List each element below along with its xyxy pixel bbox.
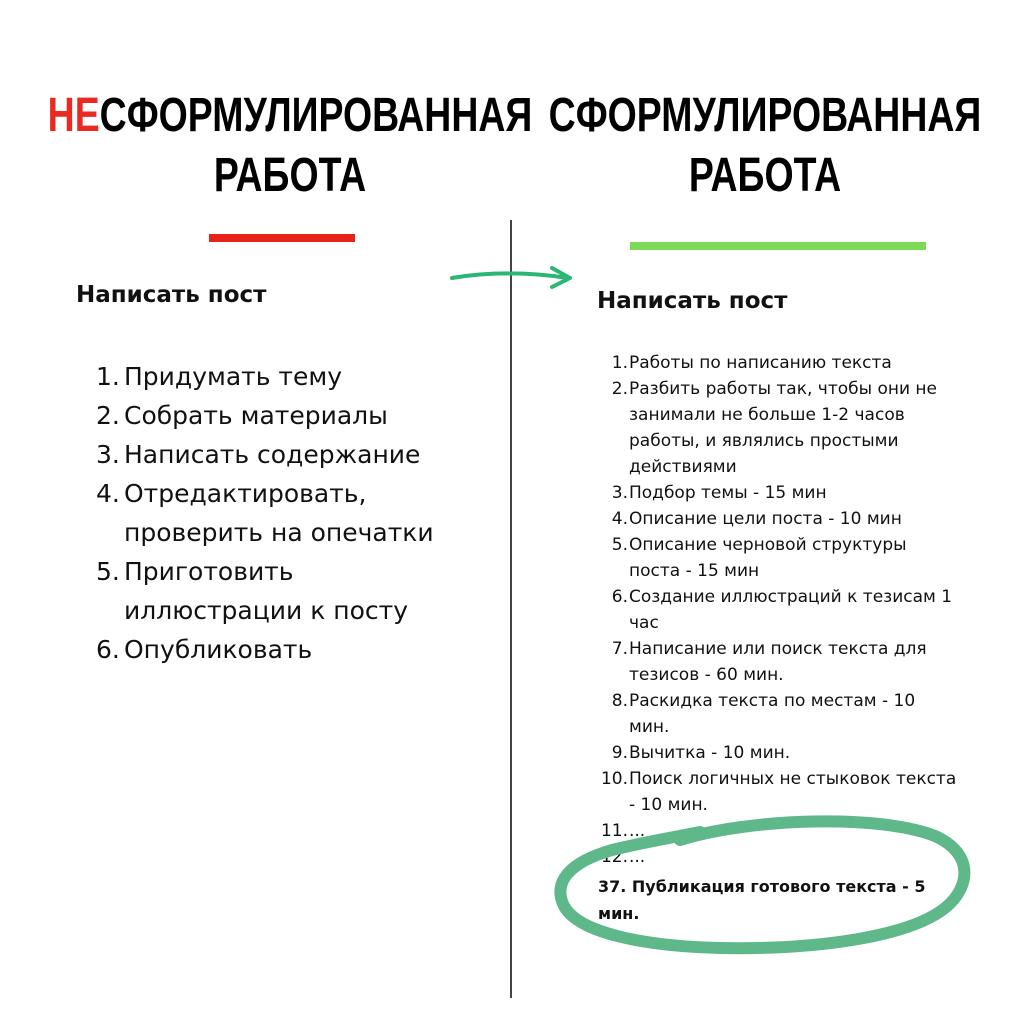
heading-formulated	[484, 86, 1024, 206]
step-number: 4.	[611, 509, 628, 529]
list-item	[598, 584, 958, 636]
step-text: Написание или поиск текста для тезисов - 60 мин.	[629, 639, 927, 685]
step-text: Собрать материалы	[124, 401, 388, 430]
step-number: 11.	[600, 821, 628, 841]
step-text: Приготовить иллюстрации к посту	[124, 557, 408, 625]
step-text: Создание иллюстраций к тезисам 1 час	[629, 587, 953, 633]
step-number: 2.	[96, 401, 120, 430]
step-text: Придумать тему	[124, 362, 343, 391]
step-text: Вычитка - 10 мин.	[629, 743, 791, 763]
step-number: 12.	[600, 847, 628, 867]
right-task-title: Написать пост	[597, 288, 788, 314]
step-text: Подбор темы - 15 мин	[629, 483, 827, 503]
step-number: 1.	[96, 362, 120, 391]
list-item	[598, 532, 958, 584]
heading-formulated-line1: СФОРМУЛИРОВАННАЯ	[548, 89, 982, 142]
step-number: 6.	[96, 635, 120, 664]
green-underline	[630, 242, 926, 250]
step-number: 2.	[611, 379, 628, 399]
step-text: Описание цели поста - 10 мин	[629, 509, 902, 529]
center-divider	[510, 220, 512, 998]
step-number: 1.	[611, 353, 628, 373]
heading-unformulated-line2: РАБОТА	[213, 149, 367, 202]
step-number: 10.	[600, 769, 628, 789]
step-number: 3.	[96, 440, 120, 469]
list-item	[96, 552, 476, 630]
step-text: ...	[629, 821, 646, 841]
step-text: Поиск логичных не стыковок текста - 10 мин.	[629, 769, 957, 815]
heading-unformulated-word: СФОРМУЛИРОВАННАЯ	[99, 89, 533, 142]
right-arrow-icon	[448, 260, 578, 296]
right-step-list	[598, 350, 958, 870]
step-text: Написать содержание	[124, 440, 421, 469]
highlight-circle-icon	[550, 810, 980, 960]
left-task-title: Написать пост	[76, 282, 267, 308]
step-number: 4.	[96, 479, 120, 508]
list-item	[96, 435, 476, 474]
step-number: 3.	[611, 483, 628, 503]
list-item	[598, 376, 958, 480]
step-number: 8.	[611, 691, 628, 711]
final-publication-step: 37. Публикация готового текста - 5 мин.	[598, 877, 926, 923]
list-item	[598, 688, 958, 740]
left-step-list	[96, 357, 476, 669]
list-item	[96, 357, 476, 396]
step-number: 9.	[611, 743, 628, 763]
list-item	[96, 630, 476, 669]
list-item	[598, 350, 958, 376]
step-text: Разбить работы так, чтобы они не занимали не больше 1-2 часов работы, и являлись простыми действиями	[629, 379, 937, 477]
list-item	[598, 480, 958, 506]
list-item	[96, 396, 476, 435]
list-item	[598, 636, 958, 688]
step-text: Опубликовать	[124, 635, 313, 664]
list-item	[598, 740, 958, 766]
step-text: Отредактировать, проверить на опечатки	[124, 479, 434, 547]
step-text: Описание черновой структуры поста - 15 мин	[629, 535, 907, 581]
heading-formulated-line2: РАБОТА	[688, 149, 842, 202]
step-text: ...	[629, 847, 646, 867]
step-number: 6.	[611, 587, 628, 607]
list-item	[598, 506, 958, 532]
list-item	[96, 474, 476, 552]
step-number: 5.	[96, 557, 120, 586]
heading-ne-prefix: НЕ	[47, 89, 100, 142]
step-text: Работы по написанию текста	[629, 353, 892, 373]
red-underline	[209, 234, 355, 242]
step-number: 5.	[611, 535, 628, 555]
step-number: 7.	[611, 639, 628, 659]
step-text: Раскидка текста по местам - 10 мин.	[629, 691, 916, 737]
